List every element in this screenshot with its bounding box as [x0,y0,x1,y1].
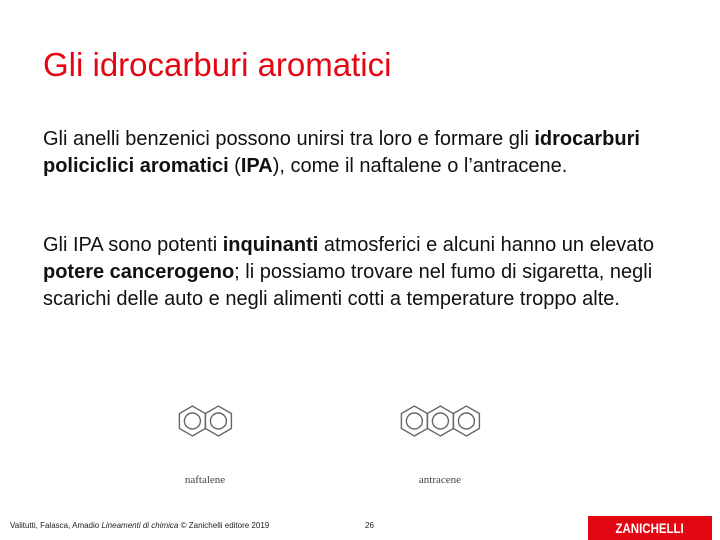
paragraph2-text-2: atmosferici e alcuni hanno un elevato [318,234,655,256]
footer-credit [10,521,269,530]
paragraph2-text-3: ; li possiamo trovare nel fumo di sigaretta, negli scarichi delle auto e negli alimenti cotti a temperature troppo alte. [43,261,653,310]
footer-book-title: Lineamenti di chimica [101,521,179,530]
paragraph1-text-3: ), come il naftalene o l’antracene. [272,155,568,177]
paragraph1-text-1: Gli anelli benzenici possono unirsi tra loro e formare gli [43,128,535,150]
paragraph1-bold-2: IPA [240,155,273,177]
slide-title: Gli idrocarburi aromatici [43,46,392,83]
paragraph2-bold-1: inquinanti [222,234,319,256]
page-number: 26 [365,521,374,530]
paragraph2-text-1: Gli IPA sono potenti [43,234,223,256]
naphthalene-label: naftalene [184,474,226,486]
anthracene-label: antracene [418,474,462,486]
paragraph2-bold-2: potere cancerogeno [43,261,235,283]
molecules-figure [155,397,545,517]
anthracene-structure [401,406,479,436]
footer-publisher: © Zanichelli editore 2019 [178,521,270,530]
zanichelli-logo [588,516,712,540]
footer-authors: Valitutti, Falasca, Amadio [10,521,102,530]
paragraph-ipa-intro [43,126,693,180]
paragraph-ipa-pollutants [43,232,693,313]
paragraph1-bold-1: idrocarburi policiclici aromatici [43,128,640,177]
paragraph1-text-2: ( [228,155,241,177]
naphthalene-structure [179,406,231,436]
logo-text: ZANICHELLI [615,520,685,536]
